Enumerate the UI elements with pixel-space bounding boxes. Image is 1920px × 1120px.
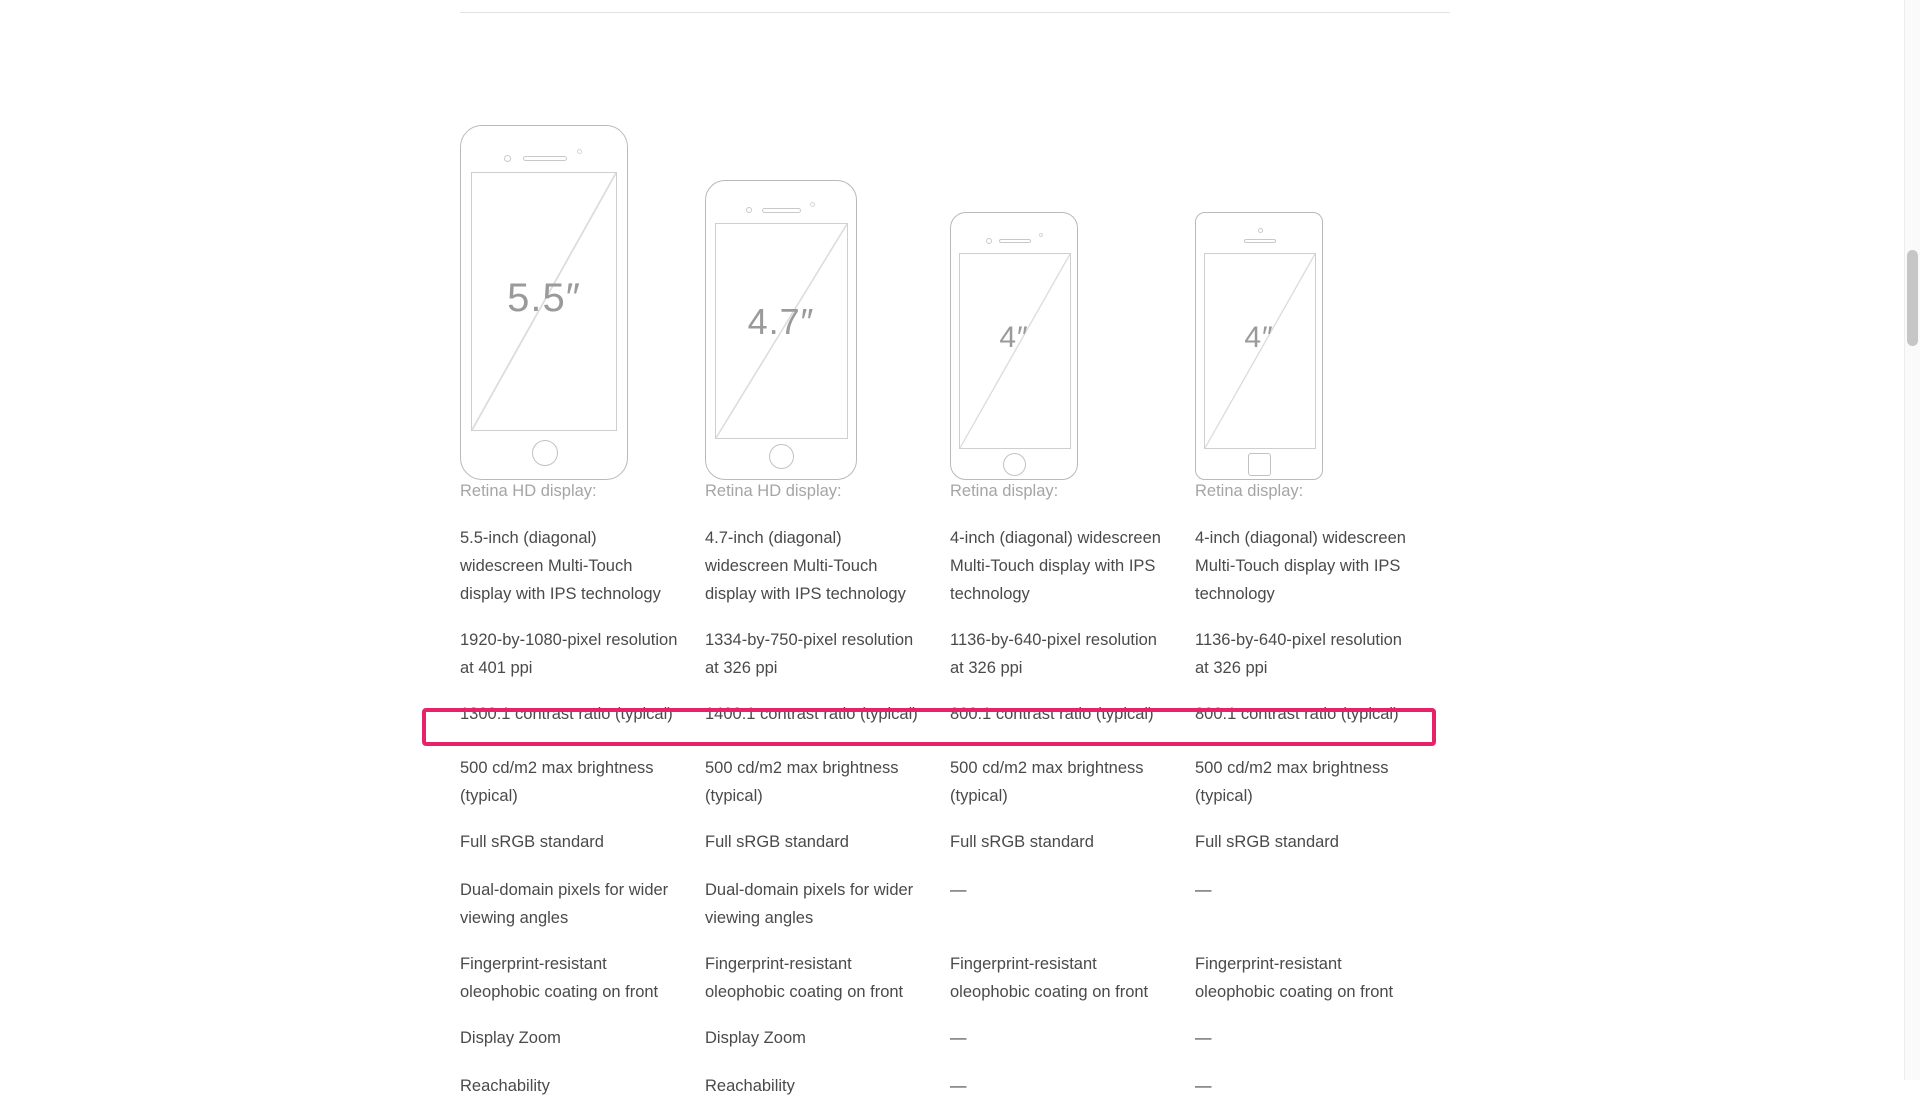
front-camera-icon (986, 238, 992, 244)
spec-item: — (950, 1029, 967, 1047)
front-camera-icon (504, 155, 511, 162)
spec-item: 1334-by-750-pixel resolution at 326 ppi (705, 631, 914, 677)
spec-item: 500 cd/m2 max brightness (typical) (950, 759, 1144, 805)
home-button-icon (1248, 453, 1271, 476)
proximity-sensor-icon (577, 149, 582, 154)
display-type-heading: Retina display: (1195, 482, 1304, 500)
phone-illustration-area (1195, 30, 1415, 480)
home-button-icon (769, 444, 794, 469)
proximity-sensor-icon (810, 202, 815, 207)
spec-item: Fingerprint-resistant oleophobic coating on front (705, 955, 904, 1001)
page-scrollbar-thumb[interactable] (1907, 250, 1918, 346)
spec-item: Reachability (705, 1077, 795, 1095)
spec-item: Dual-domain pixels for wider viewing angles (460, 881, 669, 927)
spec-contrast-ratio: 1300:1 contrast ratio (typical) (460, 705, 673, 723)
spec-item: Fingerprint-resistant oleophobic coating on front (950, 955, 1149, 1001)
spec-item: 500 cd/m2 max brightness (typical) (1195, 759, 1389, 805)
comparison-column (460, 30, 705, 1120)
spec-item: Full sRGB standard (950, 833, 1094, 851)
spec-item: Reachability (460, 1077, 550, 1095)
screen-size-label: 4″ (999, 321, 1029, 354)
spec-contrast-ratio: 1400:1 contrast ratio (typical) (705, 705, 918, 723)
spec-item: 5.5-inch (diagonal) widescreen Multi-Touch display with IPS technology (460, 529, 661, 603)
spec-item: 500 cd/m2 max brightness (typical) (705, 759, 899, 805)
spec-item: Dual-domain pixels for wider viewing angles (705, 881, 914, 927)
spec-item: — (950, 1077, 967, 1095)
comparison-column (705, 30, 950, 1120)
display-type-heading: Retina HD display: (705, 482, 842, 500)
home-button-icon (1003, 453, 1026, 476)
spec-item: — (1195, 881, 1212, 899)
spec-item: 1920-by-1080-pixel resolution at 401 ppi (460, 631, 678, 677)
spec-item: Full sRGB standard (460, 833, 604, 851)
page-scrollbar[interactable] (1904, 0, 1920, 1080)
earpiece-speaker-icon (999, 239, 1031, 243)
spec-item: 1136-by-640-pixel resolution at 326 ppi (1195, 631, 1402, 677)
spec-item: Display Zoom (460, 1029, 561, 1047)
spec-item: 4.7-inch (diagonal) widescreen Multi-Touch display with IPS technology (705, 529, 906, 603)
display-type-heading: Retina display: (950, 482, 1059, 500)
front-camera-icon (746, 207, 752, 213)
spec-item: — (1195, 1029, 1212, 1047)
phone-illustration-area (460, 30, 680, 480)
display-type-heading: Retina HD display: (460, 482, 597, 500)
earpiece-speaker-icon (523, 156, 567, 161)
front-camera-icon (1258, 228, 1263, 233)
spec-item: Fingerprint-resistant oleophobic coating on front (460, 955, 659, 1001)
spec-item: Full sRGB standard (1195, 833, 1339, 851)
spec-item: 500 cd/m2 max brightness (typical) (460, 759, 654, 805)
comparison-column (950, 30, 1195, 1120)
phone-outline-icon (1195, 212, 1323, 480)
phone-illustration-area (705, 30, 925, 480)
screen-size-label: 5.5″ (507, 276, 581, 320)
phone-outline-icon (950, 212, 1078, 480)
earpiece-speaker-icon (762, 208, 801, 213)
spec-item: Full sRGB standard (705, 833, 849, 851)
spec-item: 1136-by-640-pixel resolution at 326 ppi (950, 631, 1157, 677)
spec-item: — (1195, 1077, 1212, 1095)
proximity-sensor-icon (1039, 233, 1043, 237)
screen-size-label: 4″ (1244, 321, 1274, 354)
home-button-icon (532, 440, 558, 466)
phone-illustration-area (950, 30, 1170, 480)
phone-outline-icon (705, 180, 857, 480)
section-divider (460, 12, 1450, 13)
display-comparison-grid (460, 30, 1450, 1120)
spec-item: — (950, 881, 967, 899)
earpiece-speaker-icon (1244, 239, 1276, 243)
spec-item: Fingerprint-resistant oleophobic coating on front (1195, 955, 1394, 1001)
comparison-column (1195, 30, 1440, 1120)
spec-item: Display Zoom (705, 1029, 806, 1047)
screen-size-label: 4.7″ (747, 301, 815, 342)
spec-contrast-ratio: 800:1 contrast ratio (typical) (950, 705, 1154, 723)
spec-contrast-ratio: 800:1 contrast ratio (typical) (1195, 705, 1399, 723)
spec-item: 4-inch (diagonal) widescreen Multi-Touch display with IPS technology (1195, 529, 1406, 603)
phone-outline-icon (460, 125, 628, 480)
spec-item: 4-inch (diagonal) widescreen Multi-Touch display with IPS technology (950, 529, 1161, 603)
